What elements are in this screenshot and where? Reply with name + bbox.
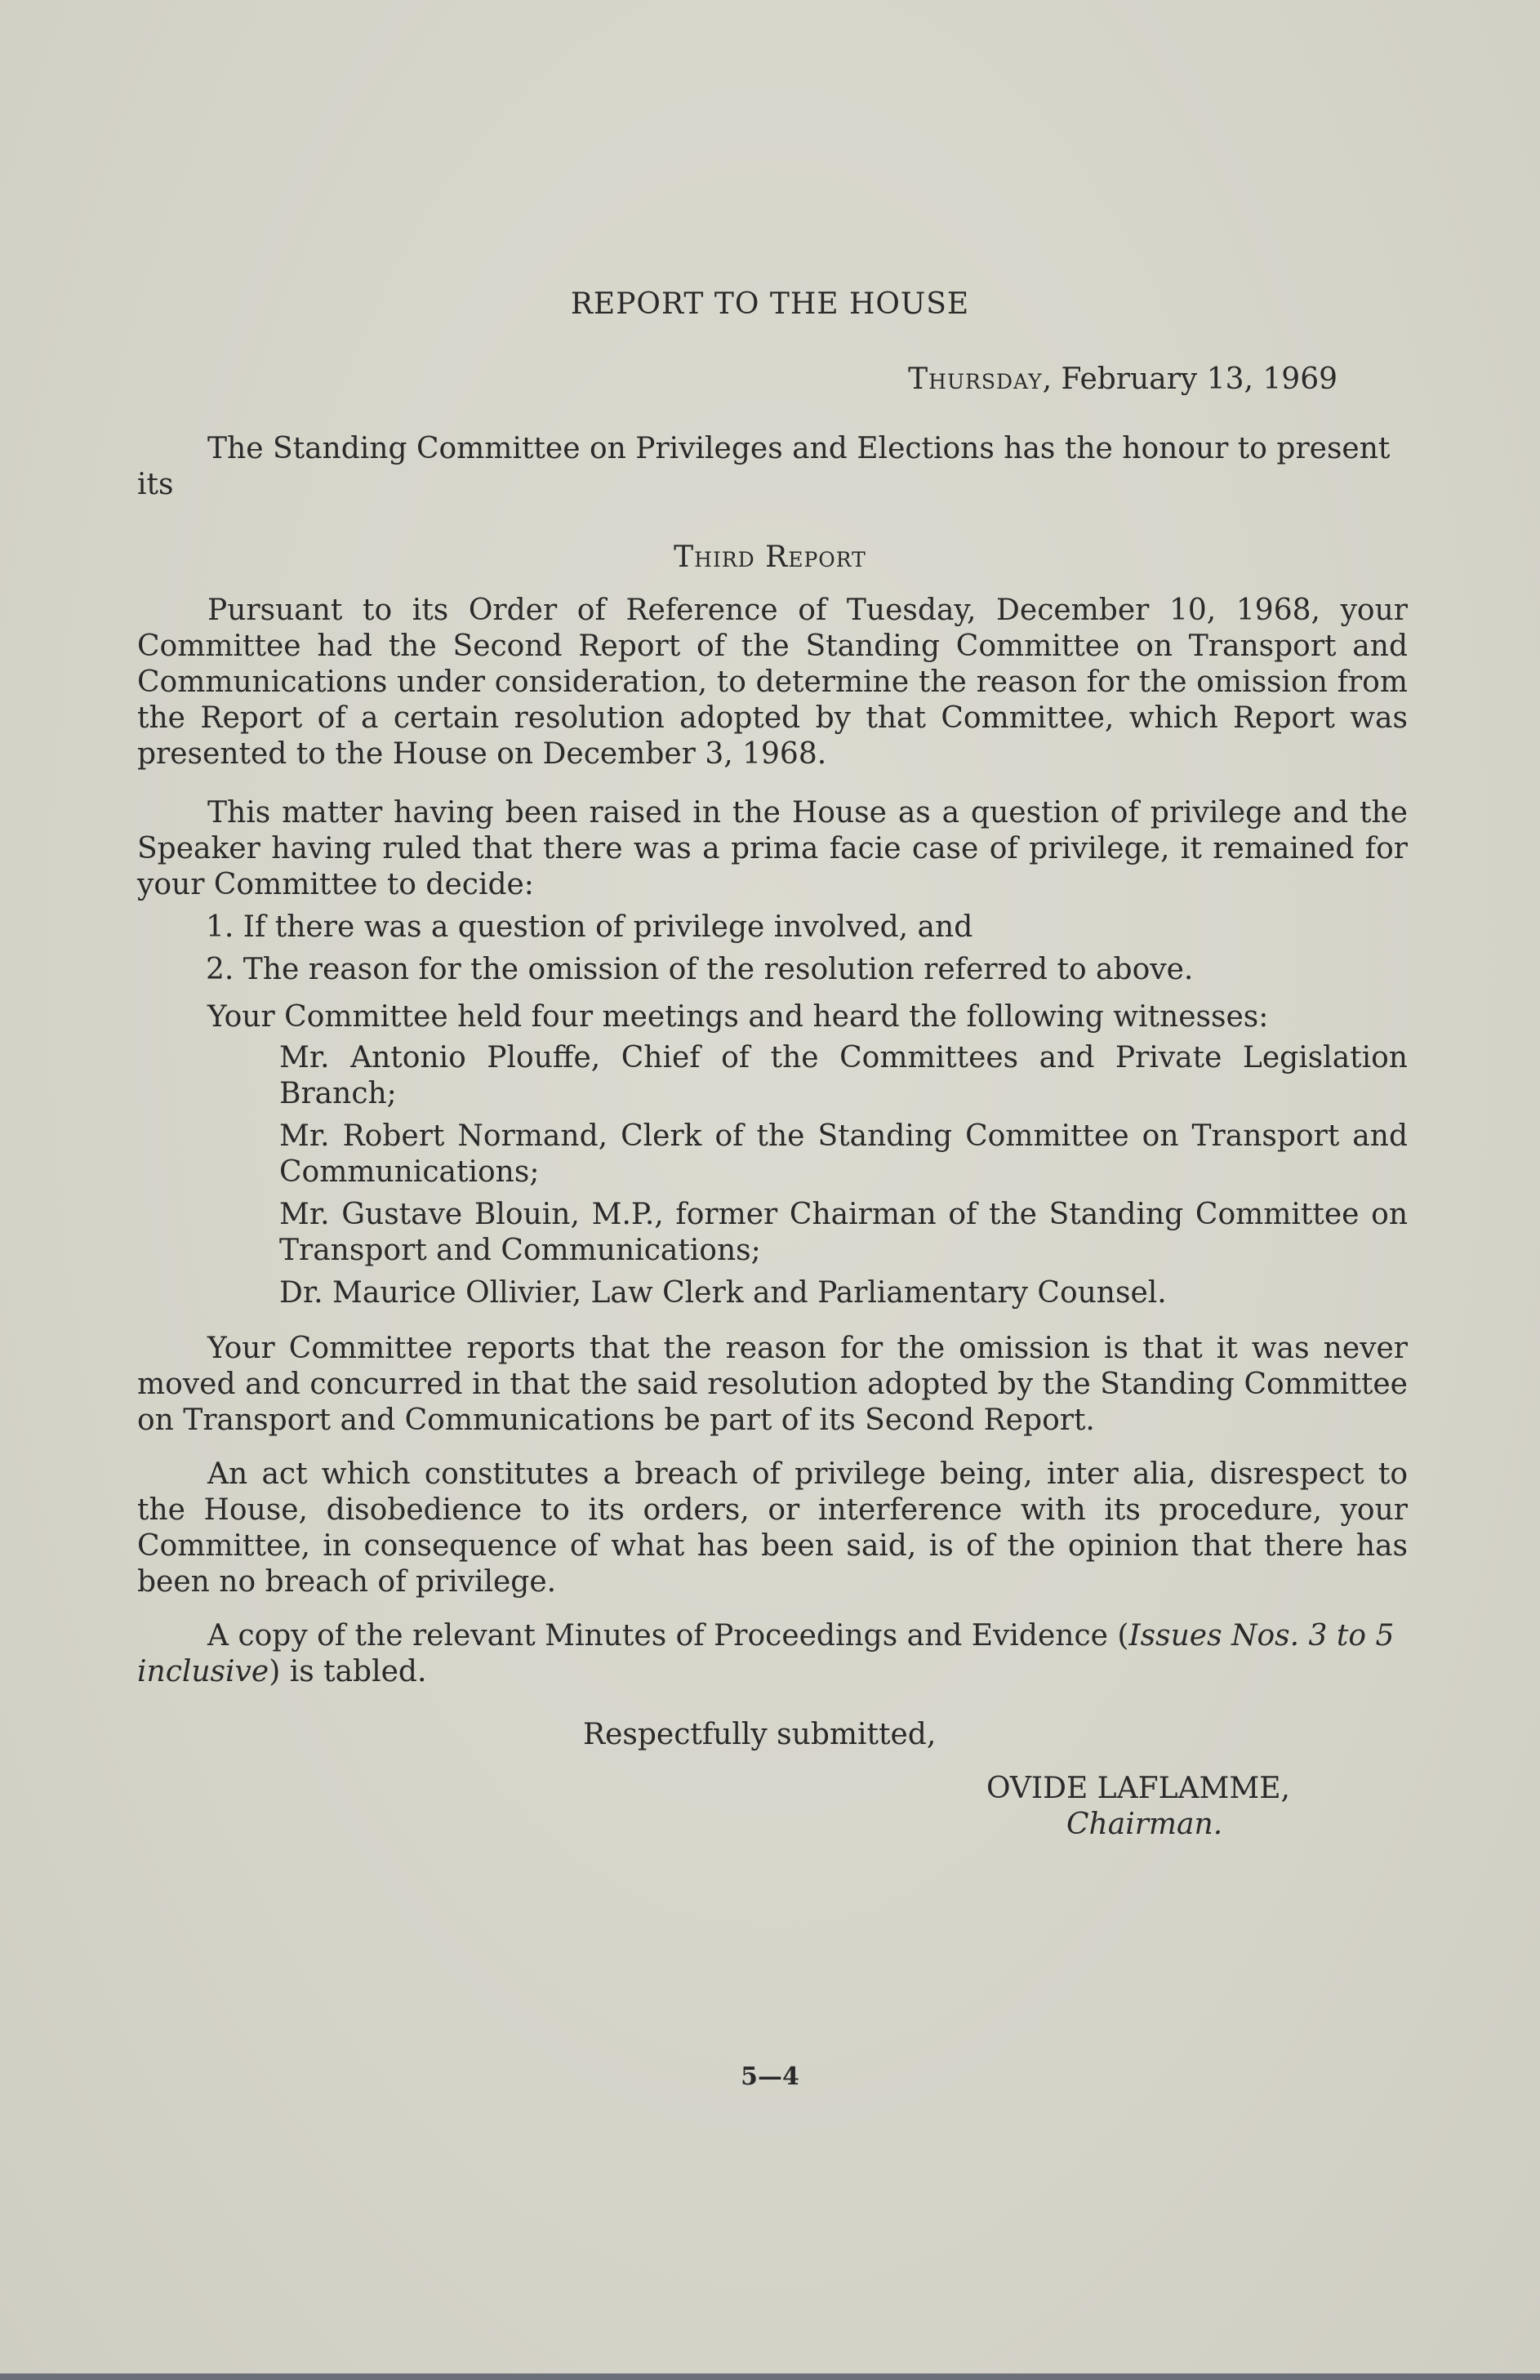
witness-item: Mr. Gustave Blouin, M.P., former Chairman of the Standing Committee on Transport and Communications; (279, 1198, 1408, 1267)
signatory-name: OVIDE LAFLAMME, (986, 1772, 1290, 1805)
issues-reference: Issues Nos. 3 to 5 inclusive (137, 1619, 1395, 1688)
paragraph-witnesses-intro: Your Committee held four meetings and heard the following witnesses: (207, 1000, 1269, 1034)
paragraph-order-of-reference: Pursuant to its Order of Reference of Tuesday, December 10, 1968, your Committee had the Second Report of the Standing Committee on Transport and Communications under consideration, to determine the reason for the omission from the Report of a certain resolution adopted by that Committee, which Report was presented to the House on December 3, 1968. (137, 594, 1408, 771)
list-item: 2. The reason for the omission of the resolution referred to above. (206, 953, 1194, 986)
witness-item: Mr. Robert Normand, Clerk of the Standing Committee on Transport and Communications; (279, 1119, 1408, 1189)
paragraph-question-of-privilege: This matter having been raised in the House as a question of privilege and the Speaker having ruled that there was a prima facie case of privilege, it remained for your Committee to decide: (137, 796, 1408, 901)
report-title: REPORT TO THE HOUSE (570, 287, 970, 321)
report-date (908, 363, 1337, 396)
witness-item: Dr. Maurice Ollivier, Law Clerk and Parliamentary Counsel. (279, 1276, 1167, 1310)
witness-item: Mr. Antonio Plouffe, Chief of the Committees and Private Legislation Branch; (279, 1041, 1408, 1110)
paragraph-tabled: A copy of the relevant Minutes of Proceedings and Evidence (Issues Nos. 3 to 5 inclusive) is tabled. (137, 1619, 1395, 1688)
page-edge (0, 2373, 1540, 2380)
intro-paragraph: The Standing Committee on Privileges and Elections has the honour to present its (137, 432, 1391, 501)
signatory-role: Chairman. (1066, 1808, 1223, 1841)
date-rest: , February 13, 1969 (1042, 363, 1337, 396)
closing-line: Respectfully submitted, (583, 1718, 937, 1751)
paragraph-reason: Your Committee reports that the reason for the omission is that it was never moved and concurred in that the said resolution adopted by the Standing Committee on Transport and Communications be part of its Second Report. (137, 1332, 1408, 1437)
report-body (137, 593, 1408, 1690)
paragraph-breach: An act which constitutes a breach of privilege being, inter alia, disrespect to the House, disobedience to its orders, or interference with its procedure, your Committee, in consequence of what has been said, is of the opinion that there has been no breach of privilege. (137, 1457, 1408, 1599)
list-item: 1. If there was a question of privilege involved, and (206, 910, 973, 944)
intro-block (137, 431, 1408, 503)
page-folio: 5—4 (741, 2062, 799, 2091)
date-weekday: Thursday (908, 363, 1043, 396)
section-subheading: Third Report (674, 541, 866, 574)
